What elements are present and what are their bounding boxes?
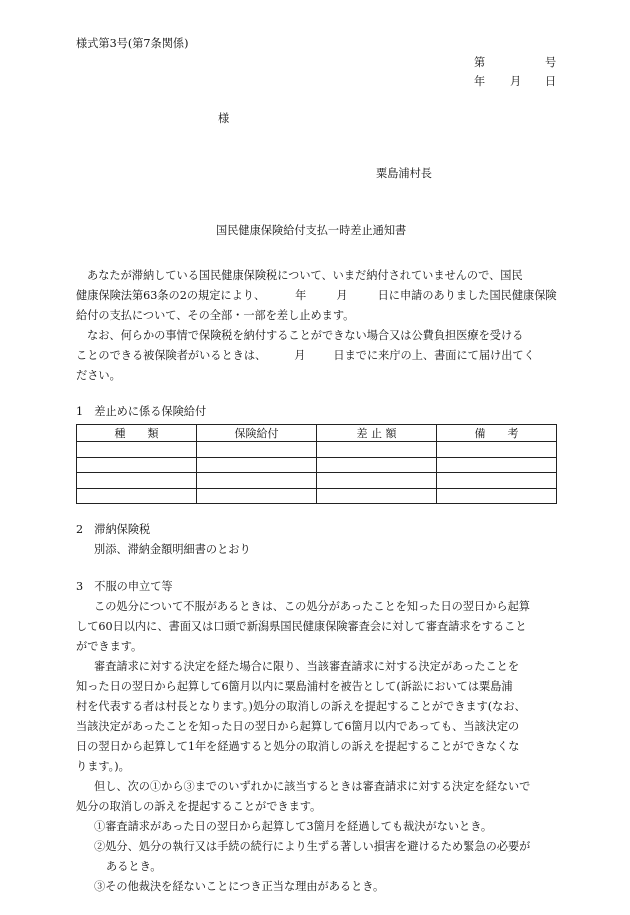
table-cell (77, 457, 197, 473)
table-cell (317, 473, 437, 489)
table-row (77, 473, 557, 489)
p1-month: 月 (336, 289, 348, 302)
table-cell (197, 488, 317, 504)
table-cell (437, 457, 557, 473)
benefit-table (76, 424, 557, 504)
doc-number-prefix: 第 (474, 56, 486, 69)
form-number: 様式第3号(第7条関係) (76, 37, 189, 50)
body-paragraph-1 (76, 266, 557, 326)
table-row (77, 457, 557, 473)
table-cell (437, 488, 557, 504)
s3-line: 日の翌日から起算して1年を経過すると処分の取消しの訴えを提起することができなくな (76, 740, 520, 753)
section2-text: 別添、滞納金額明細書のとおり (94, 543, 251, 556)
s3-item-2-cont: あるとき。 (106, 860, 162, 873)
p2-line-3: ださい。 (76, 369, 121, 382)
doc-number-suffix: 号 (545, 56, 557, 69)
s3-line: ります。)。 (76, 760, 130, 773)
p1-line-1: あなたが滞納している国民健康保険税について、いまだ納付されていませんので、国民 (87, 269, 523, 282)
addressee-suffix: 様 (218, 112, 230, 125)
sender-name: 粟島浦村長 (376, 167, 432, 180)
s3-line: 村を代表する者は村長となります。)処分の取消しの訴えを提起することができます(なお、 (76, 700, 526, 713)
s3-line: 処分の取消しの訴えを提起することができます。 (76, 800, 322, 813)
col-header-remarks: 備 考 (437, 425, 557, 442)
s3-line: して60日以内に、書面又は口頭で新潟県国民健康保険審査会に対して審査請求をすること (76, 620, 527, 633)
s3-line: 知った日の翌日から起算して6箇月以内に粟島浦村を被告として(訴訟においては粟島浦 (76, 680, 513, 693)
table-header-row (77, 425, 557, 442)
table-cell (77, 488, 197, 504)
section3-body (76, 597, 530, 897)
section3-heading: 3 不服の申立て等 (76, 580, 173, 593)
col-header-amount: 差 止 額 (317, 425, 437, 442)
table-row (77, 442, 557, 458)
table-cell (77, 442, 197, 458)
s3-line: ができます。 (76, 640, 143, 653)
table-row (77, 488, 557, 504)
p1-day-text: 日に申請のありました国民健康保険 (377, 289, 557, 302)
col-header-type: 種 類 (77, 425, 197, 442)
table-cell (317, 488, 437, 504)
section2-heading: 2 滞納保険税 (76, 523, 151, 536)
s3-line: 当該決定があったことを知った日の翌日から起算して6箇月以内であっても、当該決定の (76, 720, 520, 733)
document-title: 国民健康保険給付支払一時差止通知書 (216, 224, 407, 237)
table-cell (197, 442, 317, 458)
s3-line: 審査請求に対する決定を経た場合に限り、当該審査請求に対する決定があったことを (94, 660, 520, 673)
p1-year: 年 (295, 289, 307, 302)
col-header-benefit: 保険給付 (197, 425, 317, 442)
section1-heading: 1 差止めに係る保険給付 (76, 405, 207, 418)
table-cell (437, 473, 557, 489)
table-cell (317, 442, 437, 458)
date-year-label: 年 (474, 75, 486, 88)
table-cell (197, 473, 317, 489)
table-cell (317, 457, 437, 473)
s3-item-3: ③その他裁決を経ないことにつき正当な理由があるとき。 (94, 880, 385, 893)
p2-month: 月 (294, 349, 306, 362)
s3-item-2: ②処分、処分の執行又は手続の続行により生ずる著しい損害を避けるため緊急の必要が (94, 840, 531, 853)
s3-line: この処分について不服があるときは、この処分があったことを知った日の翌日から起算 (94, 600, 530, 613)
p1-line-2: 健康保険法第63条の2の規定により、 (76, 289, 266, 302)
s3-line: 但し、次の①から③までのいずれかに該当するときは審査請求に対する決定を経ないで (94, 780, 531, 793)
s3-item-1: ①審査請求があった日の翌日から起算して3箇月を経過しても裁決がないとき。 (94, 820, 493, 833)
p2-line-1: なお、何らかの事情で保険税を納付することができない場合又は公費負担医療を受ける (87, 329, 524, 342)
p2-day-text: 日までに来庁の上、書面にて届け出てく (333, 349, 535, 362)
date-day-label: 日 (545, 75, 557, 88)
table-cell (437, 442, 557, 458)
table-cell (197, 457, 317, 473)
p1-line-3: 給付の支払について、その全部・一部を差し止めます。 (76, 309, 355, 322)
body-paragraph-2 (76, 326, 535, 386)
p2-line-2: ことのできる被保険者がいるときは、 (76, 349, 267, 362)
table-cell (77, 473, 197, 489)
date-month-label: 月 (510, 75, 522, 88)
